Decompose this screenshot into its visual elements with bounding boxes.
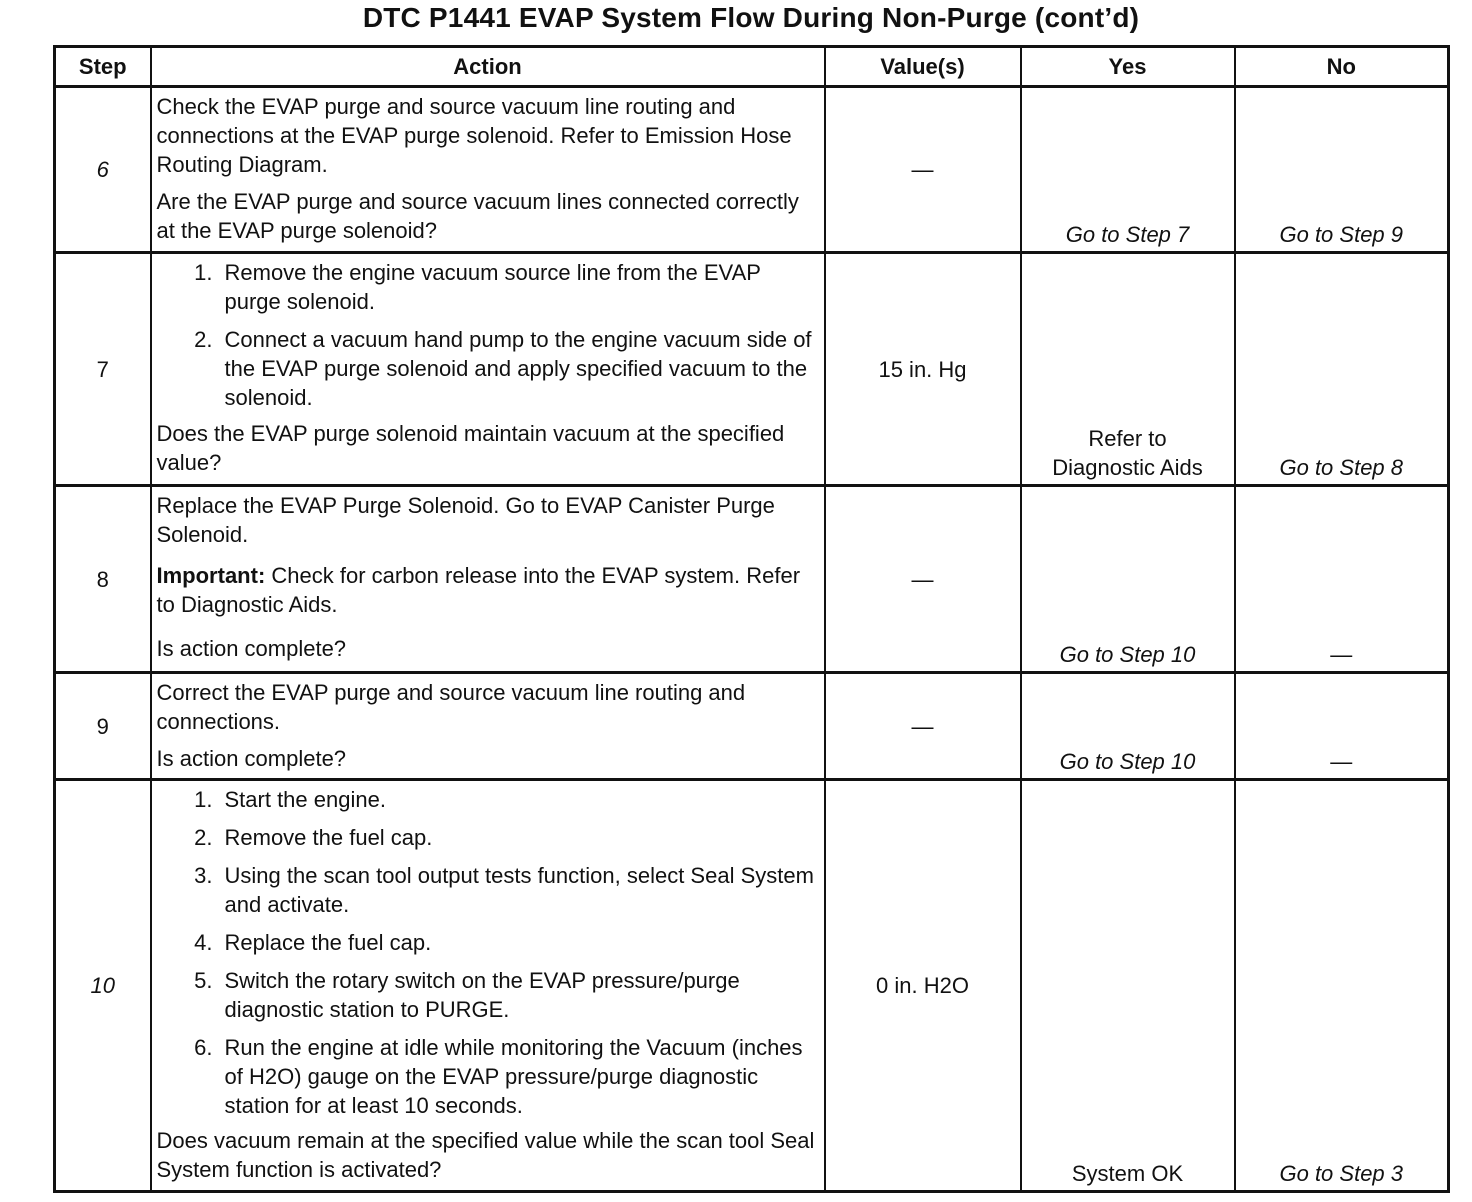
yes-cell: System OK (1021, 780, 1235, 1192)
value-cell: 0 in. H2O (825, 780, 1021, 1192)
no-cell: Go to Step 9 (1235, 87, 1449, 253)
action-cell (151, 780, 825, 1192)
list-item: 1. Remove the engine vacuum source line from the EVAP purge solenoid. (194, 260, 761, 314)
no-cell: — (1235, 486, 1449, 673)
list-item: 2. Connect a vacuum hand pump to the engine vacuum side of the EVAP purge solenoid and apply specified vacuum to the solenoid. (194, 327, 812, 410)
value-cell: 15 in. Hg (825, 253, 1021, 486)
value-cell: — (825, 87, 1021, 253)
action-question: Is action complete? (156, 746, 347, 771)
yes-cell: Go to Step 10 (1021, 486, 1235, 673)
list-item: 1. Start the engine. (194, 787, 386, 812)
action-question: Are the EVAP purge and source vacuum lines connected correctly at the EVAP purge solenoid? (156, 189, 799, 243)
procedure-list (157, 785, 818, 1120)
value-cell: — (825, 486, 1021, 673)
header-values: Value(s) (825, 47, 1021, 87)
no-cell: Go to Step 8 (1235, 253, 1449, 486)
list-item: 5. Switch the rotary switch on the EVAP pressure/purge diagnostic station to PURGE. (194, 968, 740, 1022)
step-number: 10 (55, 780, 151, 1192)
table-row (55, 87, 1449, 253)
header-step: Step (55, 47, 151, 87)
step-number: 9 (55, 673, 151, 780)
header-yes: Yes (1021, 47, 1235, 87)
header-row (55, 47, 1449, 87)
action-question: Does vacuum remain at the specified value while the scan tool Seal System function is activated? (156, 1128, 815, 1182)
yes-cell: Go to Step 10 (1021, 673, 1235, 780)
header-action: Action (151, 47, 825, 87)
list-item: 6. Run the engine at idle while monitoring the Vacuum (inches of H2O) gauge on the EVAP pressure/purge diagnostic station for at least 10 seconds. (194, 1035, 803, 1118)
action-cell (151, 486, 825, 673)
action-instruction: Check the EVAP purge and source vacuum line routing and connections at the EVAP purge solenoid. Refer to Emission Hose Routing Diagram. (156, 94, 792, 177)
yes-cell: Go to Step 7 (1021, 87, 1235, 253)
action-cell (151, 673, 825, 780)
list-item: 4. Replace the fuel cap. (194, 930, 432, 955)
action-question: Does the EVAP purge solenoid maintain vacuum at the specified value? (156, 421, 785, 475)
action-instruction: Correct the EVAP purge and source vacuum line routing and connections. (156, 680, 746, 734)
table-row (55, 253, 1449, 486)
diagnostic-table (53, 45, 1450, 1193)
table-row (55, 486, 1449, 673)
procedure-list (157, 258, 818, 412)
page-title: DTC P1441 EVAP System Flow During Non-Purge (cont’d) (362, 2, 1140, 33)
yes-cell: Refer to Diagnostic Aids (1021, 253, 1235, 486)
table-row (55, 673, 1449, 780)
important-note: Important: Check for carbon release into the EVAP system. Refer to Diagnostic Aids. (156, 563, 801, 617)
header-no: No (1235, 47, 1449, 87)
no-cell: Go to Step 3 (1235, 780, 1449, 1192)
list-item: 3. Using the scan tool output tests function, select Seal System and activate. (194, 863, 814, 917)
action-question: Is action complete? (156, 636, 347, 661)
step-number: 7 (55, 253, 151, 486)
action-instruction: Replace the EVAP Purge Solenoid. Go to EVAP Canister Purge Solenoid. (156, 493, 775, 547)
step-number: 8 (55, 486, 151, 673)
action-cell (151, 253, 825, 486)
list-item: 2. Remove the fuel cap. (194, 825, 433, 850)
step-number: 6 (55, 87, 151, 253)
value-cell: — (825, 673, 1021, 780)
action-cell (151, 87, 825, 253)
no-cell: — (1235, 673, 1449, 780)
table-row (55, 780, 1449, 1192)
